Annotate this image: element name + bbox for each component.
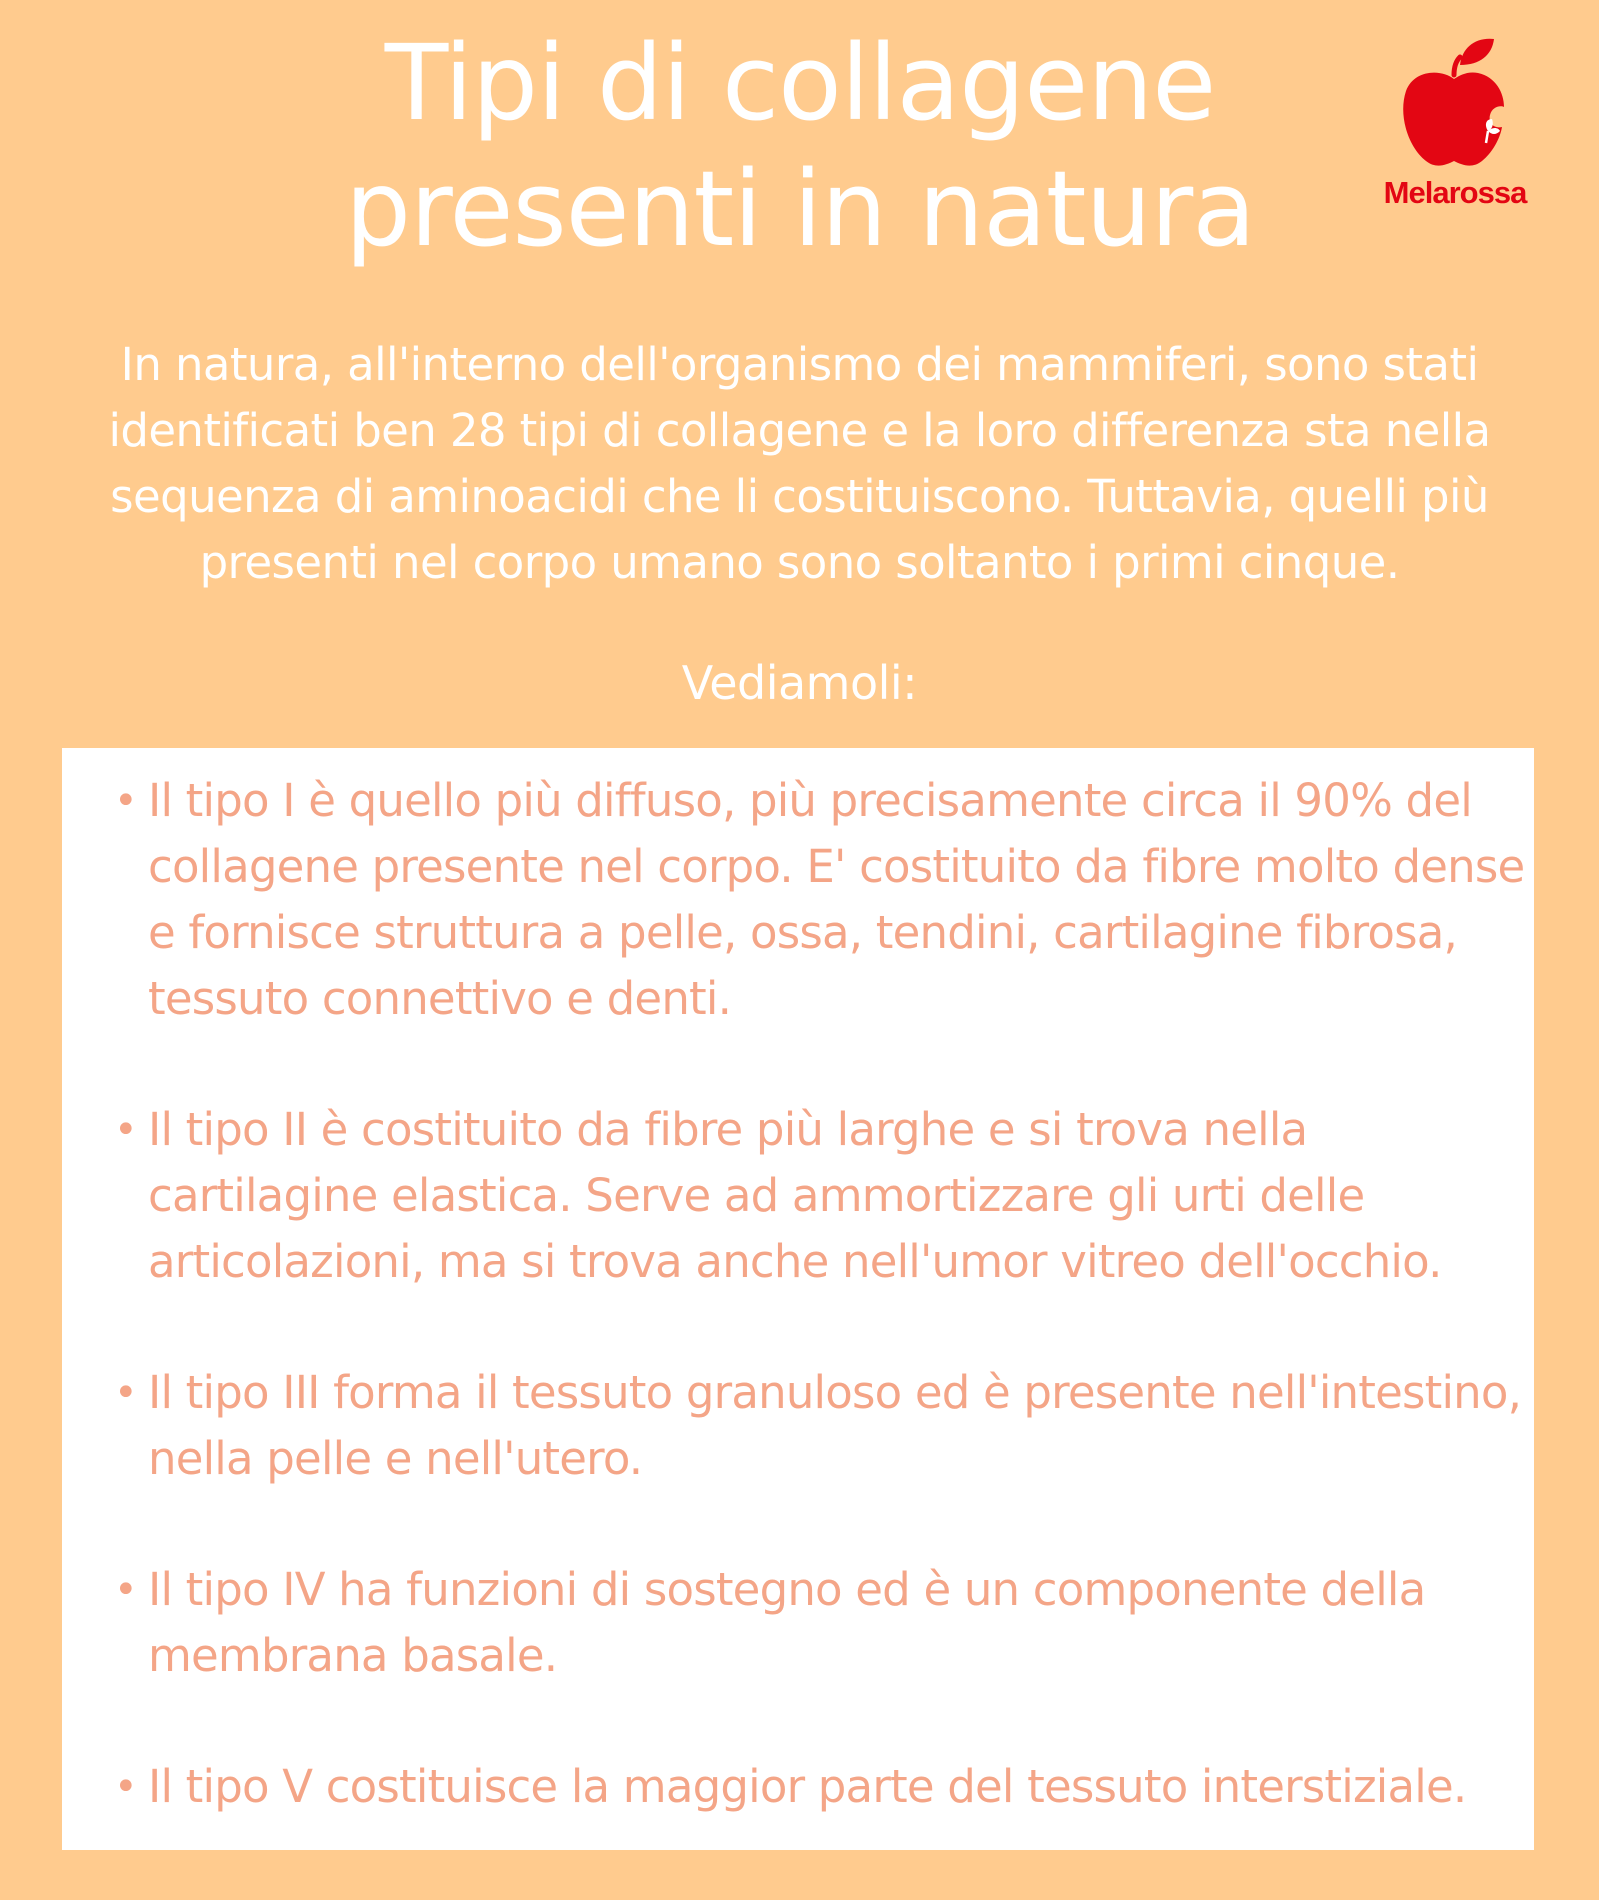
intro-lead: Vediamoli: bbox=[681, 656, 918, 710]
bullet-icon: • bbox=[114, 1370, 137, 1416]
list-item-text: Il tipo I è quello più diffuso, più precisamente circa il 90% del collagene presente nel corpo. E' costituito da fibre molto dense e fornisce struttura a pelle, ossa, tendini, cartilagine fibrosa, tessuto connettivo e denti. bbox=[148, 774, 1525, 1025]
list-item bbox=[114, 1360, 1534, 1492]
apple-icon bbox=[1396, 35, 1514, 171]
list-item bbox=[114, 768, 1534, 1032]
bullet-icon: • bbox=[114, 1567, 137, 1613]
title-line-2: presenti in natura bbox=[345, 148, 1255, 270]
list-item bbox=[114, 1754, 1534, 1820]
bullet-icon: • bbox=[114, 1107, 137, 1153]
list-item-text: Il tipo IV ha funzioni di sostegno ed è un componente della membrana basale. bbox=[148, 1563, 1426, 1682]
types-panel bbox=[62, 748, 1534, 1850]
melarossa-logo bbox=[1370, 35, 1540, 225]
list-item bbox=[114, 1557, 1534, 1689]
title-line-1: Tipi di collagene bbox=[384, 22, 1216, 144]
brand-name: Melarossa bbox=[1383, 175, 1527, 210]
bullet-icon: • bbox=[114, 1764, 137, 1810]
list-item bbox=[114, 1097, 1534, 1295]
collagen-types-list bbox=[114, 768, 1534, 1820]
bullet-icon: • bbox=[114, 778, 137, 824]
page-title bbox=[300, 20, 1300, 272]
intro-paragraph: In natura, all'interno dell'organismo dei mammiferi, sono stati identificati ben 28 tipi di collagene e la loro differenza sta nella sequenza di aminoacidi che li costituiscono. Tuttavia, quelli più presenti nel corpo umano sono soltanto i primi cinque. bbox=[108, 338, 1491, 589]
list-item-text: Il tipo III forma il tessuto granuloso ed è presente nell'intestino, nella pelle e nell'utero. bbox=[148, 1366, 1522, 1485]
list-item-text: Il tipo II è costituito da fibre più larghe e si trova nella cartilagine elastica. Serve ad ammortizzare gli urti delle articolazioni, ma si trova anche nell'umor vitreo dell'occhio. bbox=[148, 1103, 1442, 1288]
list-item-text: Il tipo V costituisce la maggior parte del tessuto interstiziale. bbox=[148, 1760, 1467, 1813]
